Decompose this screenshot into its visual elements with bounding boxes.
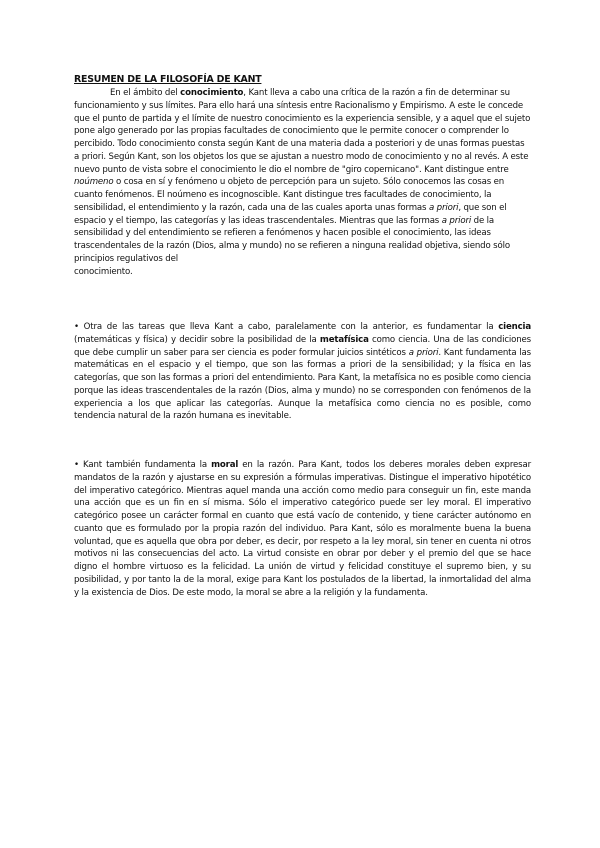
- paragraph-knowledge: [74, 87, 531, 278]
- text-run: moral: [211, 460, 239, 470]
- text-run: En el ámbito del: [110, 88, 181, 98]
- text-run: a priori: [408, 347, 439, 358]
- text-run: o cosa en sí y fenómeno u objeto de percepción para un sujeto. Sólo conocemos las cosas en cuanto fenómenos. El noúmeno es incognoscible. Kant distingue tres facultades de conocimiento, la sensibilidad, el entendimiento y la razón, cada una de las cuales aporta unas formas: [74, 177, 505, 213]
- text-run: (matemáticas y física) y decidir sobre la posibilidad de la: [74, 334, 320, 345]
- document-title: RESUMEN DE LA FILOSOFÍA DE KANT: [74, 74, 262, 85]
- text-run: como ciencia. Una de las condiciones que debe cumplir un saber para ser ciencia es poder formular juicios sintéticos: [74, 334, 531, 358]
- text-run: ciencia: [498, 322, 531, 332]
- text-run: • Kant también fundamenta la: [74, 460, 212, 470]
- paragraph-science: [74, 321, 531, 423]
- text-run: a priori: [441, 215, 472, 226]
- text-run: • Otra de las tareas que lleva Kant a cabo, paralelamente con la anterior, es fundamentar la: [74, 322, 499, 332]
- text-run: noúmeno: [74, 177, 114, 188]
- paragraph-morality: [74, 459, 531, 599]
- text-run: , que son el espacio y el tiempo, las categorías y las ideas trascendentales. Mientras que las formas: [74, 202, 507, 226]
- text-run: a priori: [428, 202, 459, 213]
- text-run: conocimiento.: [74, 266, 133, 277]
- text-run: de la sensibilidad y del entendimiento se refieren a fenómenos y hacen posible el conocimiento, las ideas trascendentales de la razón (Dios, alma y mundo) no se refieren a ninguna realidad objetiva, siendo sólo principios regulativos del: [74, 215, 510, 264]
- text-run: en la razón. Para Kant, todos los deberes morales deben expresar mandatos de la razón y ajustarse en su expresión a fórmulas imperativas. Distingue el imperativo hipotético del imperativo categórico. Mientras aquel manda una acción como medio para conseguir un fin, este manda una acción que es un fin en sí misma. Sólo el imperativo categórico puede ser ley moral. El imperativo categórico posee un carácter formal en cuanto que está vacío de contenido, y tiene carácter autónomo en cuanto que es formulado por la propia razón del individuo. Para Kant, sólo es moralmente buena la buena voluntad, que es aquella que obra por deber, es decir, por respeto a la ley moral, sin tener en cuenta ni otros motivos ni las consecuencias del acto. La virtud consiste en obrar por deber y el premio del que se hace digno el hombre virtuoso es la felicidad. La unión de virtud y felicidad constituye el supremo bien, y su posibilidad, y por tanto la de la moral, exige para Kant los postulados de la libertad, la inmortalidad del alma y la existencia de Dios. De este modo, la moral se abre a la religión y la fundamenta.: [74, 460, 532, 598]
- text-run: metafísica: [319, 334, 369, 345]
- text-run: conocimiento: [180, 88, 244, 98]
- text-run: , Kant lleva a cabo una crítica de la razón a fin de determinar su funcionamiento y sus límites. Para ello hará una síntesis entre Racionalismo y Empirismo. A este le concede que el punto de partida y el límite de nuestro conocimiento es la experiencia sensible, y a aquel que el sujeto pone algo generado por las propias facultades de conocimiento que le permite conocer o comprender lo percibido. Todo conocimiento consta según Kant de una materia dada a posteriori y de unas formas puestas a priori. Según Kant, son los objetos los que se ajustan a nuestro modo de conocimiento y no al revés. A este nuevo punto de vista sobre el conocimiento le dio el nombre de "giro copernicano". Kant distingue entre: [74, 88, 531, 175]
- text-run: . Kant fundamenta las matemáticas en el espacio y el tiempo, que son las formas a priori de la sensibilidad; y la física en las categorías, que son las formas a priori del entendimiento. Para Kant, la metafísica no es posible como ciencia porque las ideas trascendentales de la razón (Dios, alma y mundo) no se corresponden con fenómenos de la experiencia a los que aplicar las categorías. Aunque la metafísica como ciencia no es posible, como tendencia natural de la razón humana es inevitable.: [74, 347, 532, 422]
